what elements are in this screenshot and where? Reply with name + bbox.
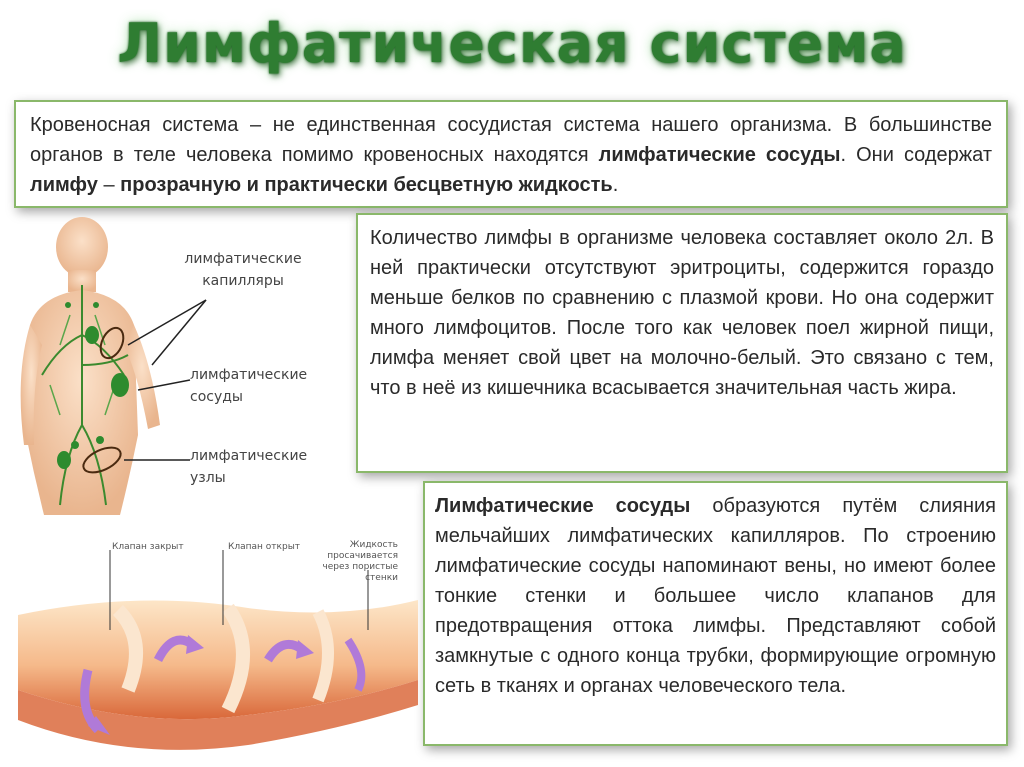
intro-bold-vessels: лимфатические сосуды (598, 144, 841, 166)
label-valve-closed: Клапан закрыт (112, 542, 184, 552)
label-lymph-capillaries: лимфатические капилляры (184, 251, 302, 289)
intro-text-4: . (612, 174, 619, 196)
vessels-text: образуются путём слияния мельчайших лимфатических капилляров. По строению лимфатические сосуды напоминают вены, но имеют более тонкие стенки и большее число клапанов для предотвращения оттока лимфы. Представляют собой замкнутые с одного конца трубки, формирующие огромную сеть в тканях и органах человеческого тела. (435, 495, 996, 697)
vessels-bold-title: Лимфатические сосуды (435, 495, 691, 517)
page-title: Лимфатическая система (117, 12, 907, 75)
intro-text-2: . Они содержат (840, 144, 992, 166)
vessels-text-box (423, 481, 1008, 746)
label-fluid-seeps: Жидкость просачивается через пористые стенки (322, 540, 398, 583)
label-valve-open: Клапан открыт (228, 542, 301, 552)
intro-text-1: Кровеносная система – не единственная сосудистая система нашего организма. В большинстве органов в теле человека помимо кровеносных находятся (30, 114, 992, 166)
intro-text-box (14, 100, 1008, 208)
intro-bold-lymph: лимфу (30, 174, 98, 196)
label-lymph-vessels: лимфатические сосуды (190, 367, 308, 405)
label-lymph-nodes: лимфатические узлы (190, 448, 308, 486)
lymph-amount-text: Количество лимфы в организме человека составляет около 2л. В ней практически отсутствуют эритроциты, содержится гораздо меньше белков по сравнению с плазмой крови. Но она содержит много лимфоцитов. После того как человек поел жирной пищи, лимфа меняет свой цвет на молочно-белый. Это связано с тем, что в неё из кишечника всасывается значительная часть жира. (370, 227, 994, 399)
intro-bold-fluid: прозрачную и практически бесцветную жидкость (120, 174, 613, 196)
lymph-amount-text-box (356, 213, 1008, 473)
intro-text-3: – (97, 174, 121, 196)
